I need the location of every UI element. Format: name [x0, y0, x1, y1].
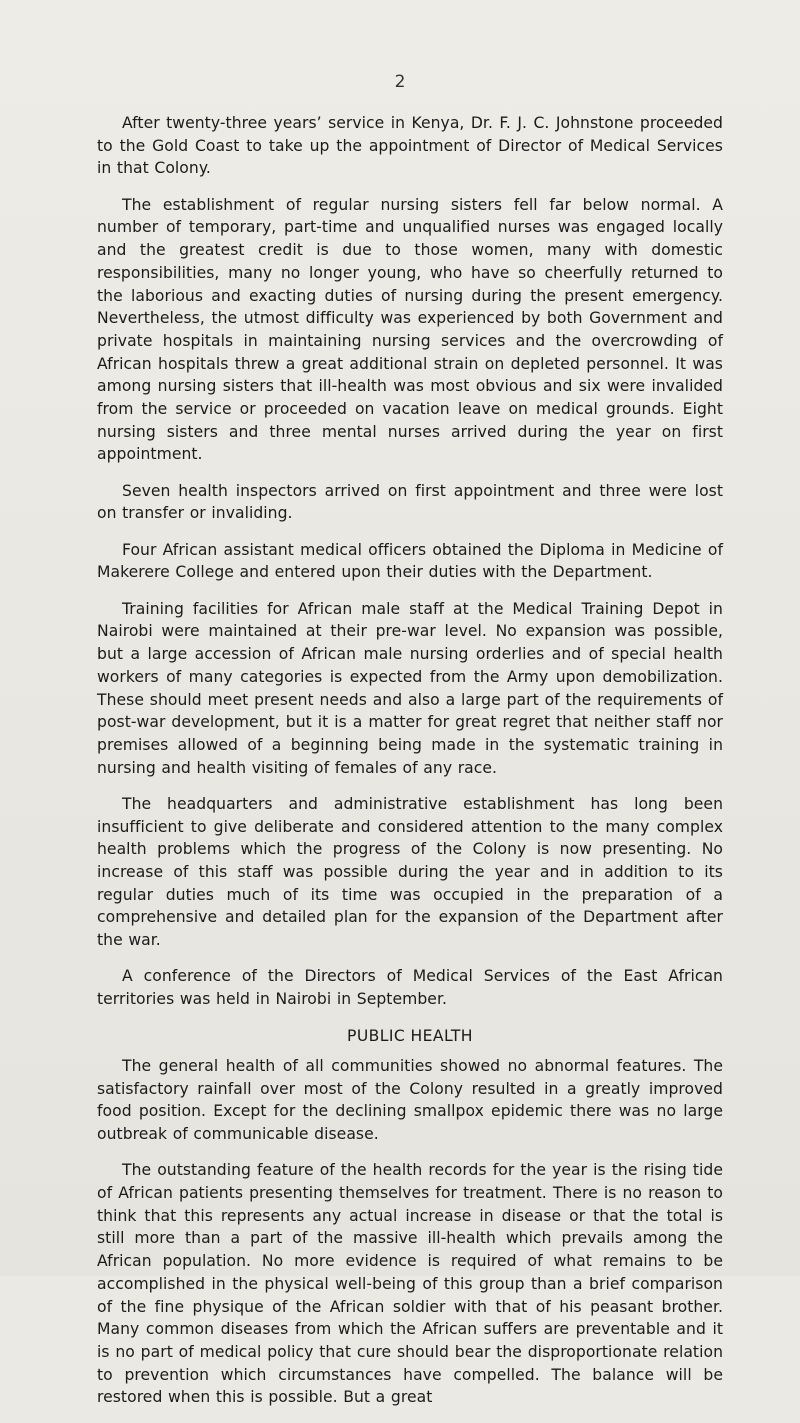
paragraph-training-facilities: Training facilities for African male staff at the Medical Training Depot in Nairobi were maintained at their pre-war level. No expansion was possible, but a large accession of African male nursing orderlies and of special health workers of many categories is expected from the Army upon demobilization. These should meet present needs and also a large part of the requirements of post-war development, but it is a matter for great regret that neither staff nor premises allowed of a beginning being made in the systematic training in nursing and health visiting of females of any race. [97, 599, 723, 777]
body-text [97, 112, 723, 1423]
paragraph-nursing-sisters: The establishment of regular nursing sisters fell far below normal. A number of temporary, part-time and unqualified nurses was engaged locally and the greatest credit is due to those women, many with domestic responsibilities, many no longer young, who have so cheerfully returned to the laborious and exacting duties of nursing during the present emergency. Nevertheless, the utmost difficulty was experienced by both Government and private hospitals in maintaining nursing services and the overcrowding of African hospitals threw a great additional strain on depleted personnel. It was among nursing sisters that ill-health was most obvious and six were invalided from the service or proceeded on vacation leave on medical grounds. Eight nursing sisters and three mental nurses arrived during the year on first appointment. [97, 195, 723, 464]
paragraph-headquarters-establishment: The headquarters and administrative establishment has long been insufficient to give deliberate and considered attention to the many complex health problems which the progress of the Colony is now presenting. No increase of this staff was possible during the year and in addition to its regular duties much of its time was occupied in the preparation of a comprehensive and detailed plan for the expansion of the Department after the war. [97, 794, 723, 950]
paragraph-assistant-medical-officers: Four African assistant medical officers obtained the Diploma in Medicine of Makerere College and entered upon their duties with the Department. [97, 540, 723, 582]
paragraph-directors-conference: A conference of the Directors of Medical Services of the East African territories was held in Nairobi in September. [97, 967, 723, 1009]
paragraph-african-patients: The outstanding feature of the health records for the year is the rising tide of African patients presenting themselves for treatment. There is no reason to think that this represents any actual increase in disease or that the total is still more than a part of the massive ill-health which prevails among the African population. No more evidence is required of what remains to be accomplished in the physical well-being of this group than a brief comparison of the fine physique of the African soldier with that of his peasant brother. Many common diseases from which the African suffers are preventable and it is no part of medical policy that cure should bear the disproportionate relation to prevention which circumstances have compelled. The balance will be restored when this is possible. But a great [97, 1161, 723, 1407]
paragraph-johnstone-departure: After twenty-three years’ service in Kenya, Dr. F. J. C. Johnstone proceeded to the Gold Coast to take up the appointment of Director of Medical Services in that Colony. [97, 114, 723, 178]
paragraph-general-health: The general health of all communities showed no abnormal features. The satisfactory rainfall over most of the Colony resulted in a greatly improved food position. Except for the declining smallpox epidemic there was no large outbreak of communicable disease. [97, 1056, 723, 1143]
section-heading-public-health: PUBLIC HEALTH [347, 1026, 473, 1045]
page-number: 2 [394, 72, 406, 92]
paragraph-health-inspectors: Seven health inspectors arrived on first appointment and three were lost on transfer or invaliding. [97, 481, 723, 523]
